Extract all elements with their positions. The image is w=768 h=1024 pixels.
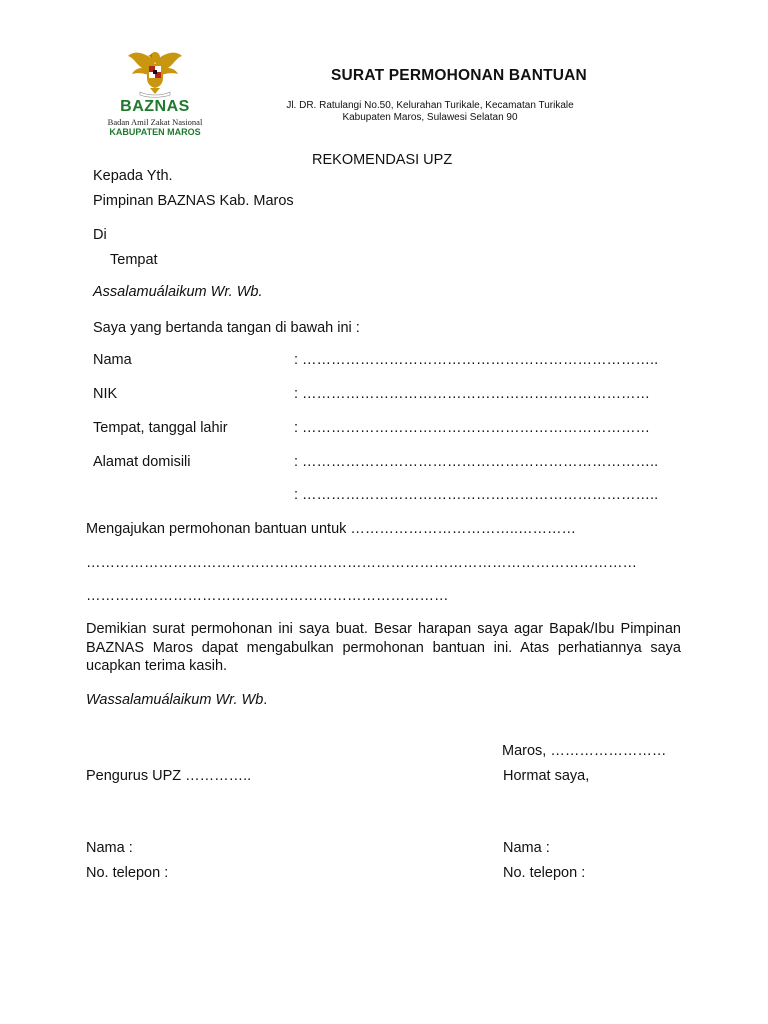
logo-region: KABUPATEN MAROS	[109, 127, 201, 137]
recipient-line-1: Kepada Yth.	[93, 168, 173, 184]
signature-right-name: Nama :	[503, 840, 550, 856]
signature-left-phone: No. telepon :	[86, 865, 169, 881]
signature-left-title: Pengurus UPZ …………..	[86, 768, 252, 784]
request-line-1: Mengajukan permohonan bantuan untuk ……………………………..…………	[86, 521, 576, 537]
greeting: Assalamuálaikum Wr. Wb.	[93, 284, 263, 300]
intro-text: Saya yang bertanda tangan di bawah ini :	[93, 320, 360, 336]
field-value-ttl: : ………………………………………………………………	[294, 420, 651, 436]
signature-right-title: Hormat saya,	[503, 768, 590, 784]
field-value-nama: : ………………………………………………………………..	[294, 352, 659, 368]
place-date: Maros, ……………………	[502, 743, 667, 759]
field-label-nama: Nama	[93, 352, 132, 368]
field-label-alamat: Alamat domisili	[93, 454, 191, 470]
baznas-logo	[98, 48, 212, 138]
farewell-text: Wassalamuálaikum Wr. Wb	[86, 692, 264, 708]
field-label-ttl: Tempat, tanggal lahir	[93, 420, 228, 436]
signature-right-phone: No. telepon :	[503, 865, 586, 881]
recipient-line-4: Tempat	[110, 252, 158, 268]
field-value-alamat-2: : ………………………………………………………………..	[294, 487, 659, 503]
field-label-nik: NIK	[93, 386, 118, 402]
farewell-dot: .	[263, 692, 268, 708]
recipient-line-3: Di	[93, 227, 107, 243]
letter-heading: REKOMENDASI UPZ	[312, 152, 453, 168]
request-line-2: ……………………………………………………………………………………………………	[86, 555, 637, 571]
address-line-1: Jl. DR. Ratulangi No.50, Kelurahan Turikale, Kecamatan Turikale	[286, 100, 574, 111]
logo-brand: BAZNAS	[120, 98, 190, 115]
address-line-2: Kabupaten Maros, Sulawesi Selatan 90	[342, 112, 518, 123]
garuda-emblem-icon	[126, 48, 184, 98]
letter-title: SURAT PERMOHONAN BANTUAN	[331, 67, 587, 84]
logo-subtitle: Badan Amil Zakat Nasional	[107, 117, 203, 127]
request-line-3: …………………………………………………………………	[86, 588, 449, 604]
closing-paragraph: Demikian surat permohonan ini saya buat. Besar harapan saya agar Bapak/Ibu Pimpinan BAZNAS Maros dapat mengabulkan permohonan bantuan ini. Atas perhatiannya saya ucapkan terima kasih.	[86, 621, 681, 674]
recipient-line-2: Pimpinan BAZNAS Kab. Maros	[93, 193, 294, 209]
signature-left-name: Nama :	[86, 840, 133, 856]
field-value-nik: : ………………………………………………………………	[294, 386, 651, 402]
farewell	[86, 692, 267, 708]
field-value-alamat: : ………………………………………………………………..	[294, 454, 659, 470]
